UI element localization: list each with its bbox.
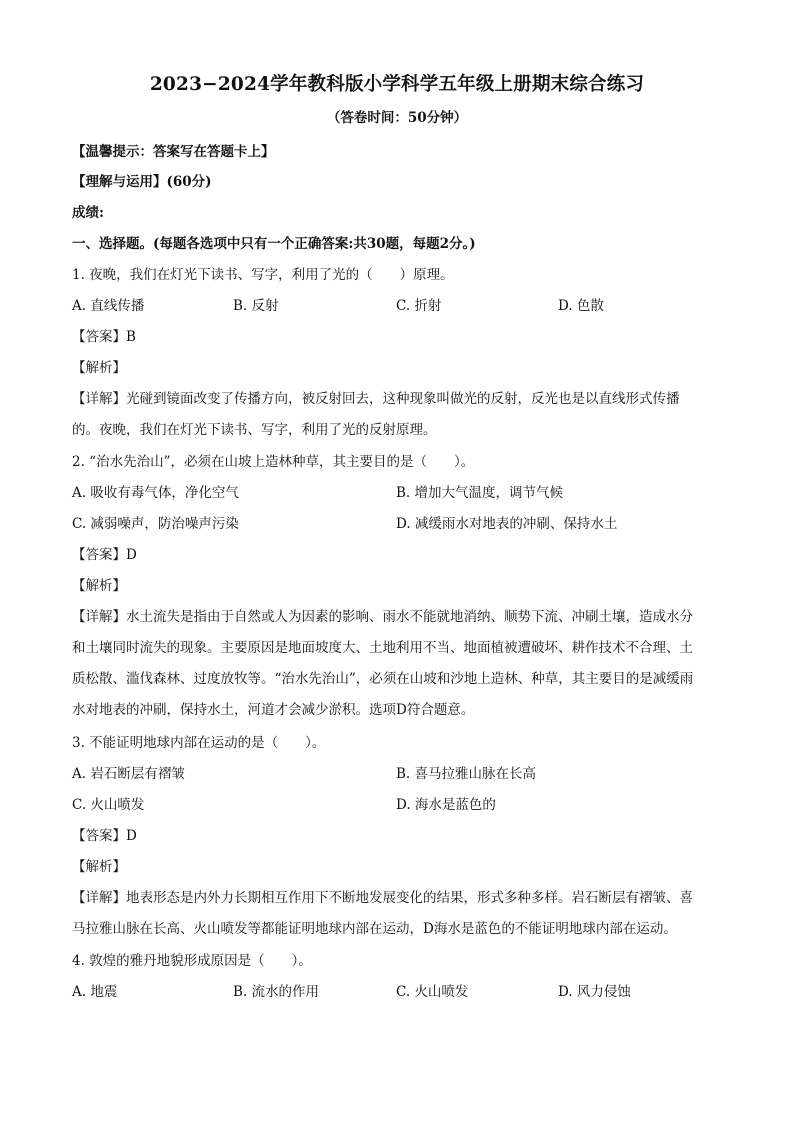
analysis-detail: [72, 384, 712, 446]
answer-label: 【答案】B: [72, 329, 136, 345]
question-stem: 3. 不能证明地球内部在运动的是（ ）。: [72, 735, 326, 751]
section-label: 【理解与运用】(60分): [72, 174, 212, 190]
option-d: D. 减缓雨水对地表的冲刷、保持水土: [396, 516, 618, 532]
option-c: C. 火山喷发: [396, 984, 469, 1000]
answer-label: 【答案】D: [72, 828, 137, 844]
option-b: B. 增加大气温度，调节气候: [396, 485, 564, 501]
exam-duration: （答卷时间：50分钟）: [326, 110, 468, 126]
option-a: A. 岩石断层有褶皱: [72, 766, 185, 782]
option-b: B. 流水的作用: [233, 984, 320, 1000]
analysis-label: 【解析】: [72, 859, 126, 875]
option-b: B. 喜马拉雅山脉在长高: [396, 766, 537, 782]
analysis-detail: [72, 602, 712, 726]
detail-line: 【详解】光碰到镜面改变了传播方向，被反射回去，这种现象叫做光的反射，反光也是以直线形式传播: [72, 391, 680, 407]
option-c: C. 折射: [396, 298, 442, 314]
analysis-label: 【解析】: [72, 578, 126, 594]
option-d: D. 风力侵蚀: [558, 984, 631, 1000]
option-a: A. 吸收有毒气体，净化空气: [72, 485, 239, 501]
analysis-label: 【解析】: [72, 360, 126, 376]
option-d: D. 色散: [558, 298, 604, 314]
option-c: C. 火山喷发: [72, 797, 145, 813]
detail-line: 和土壤同时流失的现象。主要原因是地面坡度大、土地利用不当、地面植被遭破坏、耕作技术不合理、土: [72, 640, 693, 656]
analysis-detail: [72, 883, 712, 945]
option-b: B. 反射: [233, 298, 279, 314]
question-stem: 2. “治水先治山”，必须在山坡上造林种草，其主要目的是（ ）。: [72, 454, 475, 470]
detail-line: 的。夜晚，我们在灯光下读书、写字，利用了光的反射原理。: [72, 422, 437, 438]
detail-line: 【详解】水土流失是指由于自然或人为因素的影响、雨水不能就地消纳、顺势下流、冲刷土壤，造成水分: [72, 609, 693, 625]
detail-line: 水对地表的冲刷，保持水土，河道才会减少淤积。选项D符合题意。: [72, 702, 475, 718]
option-c: C. 减弱噪声，防治噪声污染: [72, 516, 239, 532]
option-a: A. 地震: [72, 984, 118, 1000]
answer-label: 【答案】D: [72, 547, 137, 563]
score-label: 成绩:: [72, 205, 104, 221]
detail-line: 【详解】地表形态是内外力长期相互作用下不断地发展变化的结果，形式多种多样。岩石断层有褶皱、喜: [72, 890, 693, 906]
option-d: D. 海水是蓝色的: [396, 797, 496, 813]
section-heading: 一、选择题。(每题各选项中只有一个正确答案:共30题，每题2分。): [72, 236, 476, 252]
question-stem: 1. 夜晚，我们在灯光下读书、写字，利用了光的（ ）原理。: [72, 267, 454, 283]
option-a: A. 直线传播: [72, 298, 145, 314]
detail-line: 马拉雅山脉在长高、火山喷发等都能证明地球内部在运动，D海水是蓝色的不能证明地球内部在运动。: [72, 921, 677, 937]
document-title: 2023−2024学年教科版小学科学五年级上册期末综合练习: [149, 74, 645, 95]
detail-line: 质松散、滥伐森林、过度放牧等。“治水先治山”，必须在山坡和沙地上造林、种草，其主要目的是减缓雨: [72, 671, 694, 687]
question-stem: 4. 敦煌的雅丹地貌形成原因是（ ）。: [72, 953, 312, 969]
tip-notice: 【温馨提示：答案写在答题卡上】: [72, 144, 275, 160]
